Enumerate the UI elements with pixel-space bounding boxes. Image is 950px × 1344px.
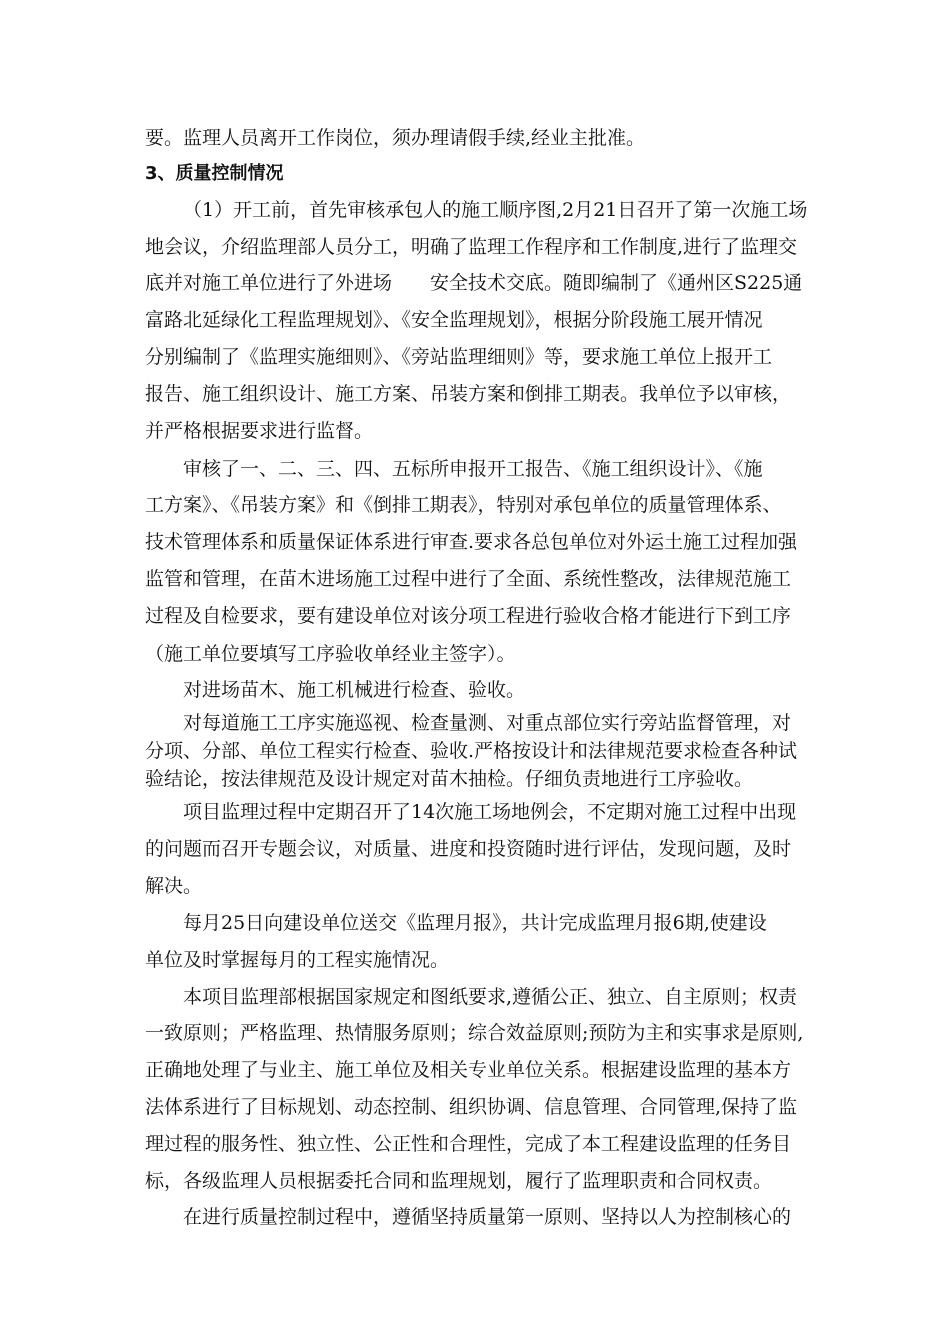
text-line: 报告、施工组织设计、施工方案、吊装方案和倒排工期表。我单位予以审核，: [145, 383, 792, 405]
text-line: 并严格根据要求进行监督。: [145, 420, 374, 442]
text-line: 技术管理体系和质量保证体系进行审查.要求各总包单位对外运土施工过程加强: [145, 531, 798, 553]
text-line: 监管和管理，在苗木进场施工过程中进行了全面、系统性整改，法律规范施工: [145, 568, 792, 590]
text-line: 分别编制了《监理实施细则》、《旁站监理细则》等，要求施工单位上报开工: [145, 346, 773, 368]
text-line: 正确地处理了与业主、施工单位及相关专业单位关系。根据建设监理的基本方: [145, 1059, 792, 1081]
text-line: 的问题而召开专题会议，对质量、进度和投资随时进行评估，发现问题，及时: [145, 838, 792, 860]
text-line: 在进行质量控制过程中，遵循坚持质量第一原则、坚持以人为控制核心的: [183, 1206, 792, 1228]
text-line: 过程及自检要求，要有建设单位对该分项工程进行验收合格才能进行下到工序: [145, 605, 792, 627]
text-line: 审核了一、二、三、四、五标所申报开工报告、《施工组织设计》、《施: [183, 458, 763, 480]
text-line: 底并对施工单位进行了外进场 安全技术交底。随即编制了《通州区S225通: [145, 272, 803, 294]
text-line: 要。监理人员离开工作岗位，须办理请假手续,经业主批准。: [145, 127, 646, 149]
text-line: 解决。: [145, 875, 203, 897]
text-line: 理过程的服务性、独立性、公正性和合理性，完成了本工程建设监理的任务目: [145, 1133, 792, 1155]
text-line: 富路北延绿化工程监理规划》、《安全监理规划》，根据分阶段施工展开情况: [145, 309, 763, 331]
text-line: 法体系进行了目标规划、动态控制、组织协调、信息管理、合同管理,保持了监: [145, 1096, 798, 1118]
text-line: 地会议，介绍监理部人员分工，明确了监理工作程序和工作制度,进行了监理交: [145, 236, 798, 258]
text-line: 工方案》、《吊装方案》和《倒排工期表》，特别对承包单位的质量管理体系、: [145, 494, 782, 516]
text-line: 一致原则；严格监理、热情服务原则；综合效益原则;预防为主和实事求是原则,: [145, 1022, 804, 1044]
text-line: 对每道施工工序实施巡视、检查量测、对重点部位实行旁站监督管理，对: [183, 712, 792, 734]
text-line: 验结论，按法律规范及设计规定对苗木抽检。仔细负责地进行工序验收。: [145, 768, 754, 790]
text-line: （1）开工前，首先审核承包人的施工顺序图,2月21日召开了第一次施工场: [183, 199, 808, 221]
text-line: 项目监理过程中定期召开了14次施工场地例会，不定期对施工过程中出现: [183, 801, 797, 823]
text-line: 单位及时掌握每月的工程实施情况。: [145, 949, 450, 971]
text-line: 标，各级监理人员根据委托合同和监理规划，履行了监理职责和合同权责。: [145, 1170, 773, 1192]
text-line: 对进场苗木、施工机械进行检查、验收。: [183, 679, 526, 701]
text-line: 分项、分部、单位工程实行检查、验收.严格按设计和法律规范要求检查各种试: [145, 740, 798, 762]
text-line: 每月25日向建设单位送交《监理月报》，共计完成监理月报6期,使建设: [183, 912, 767, 934]
text-line: 本项目监理部根据国家规定和图纸要求,遵循公正、独立、自主原则；权责: [183, 986, 798, 1008]
text-line: （施工单位要填写工序验收单经业主签字）。: [145, 643, 516, 665]
section-heading: 3、质量控制情况: [145, 163, 284, 184]
